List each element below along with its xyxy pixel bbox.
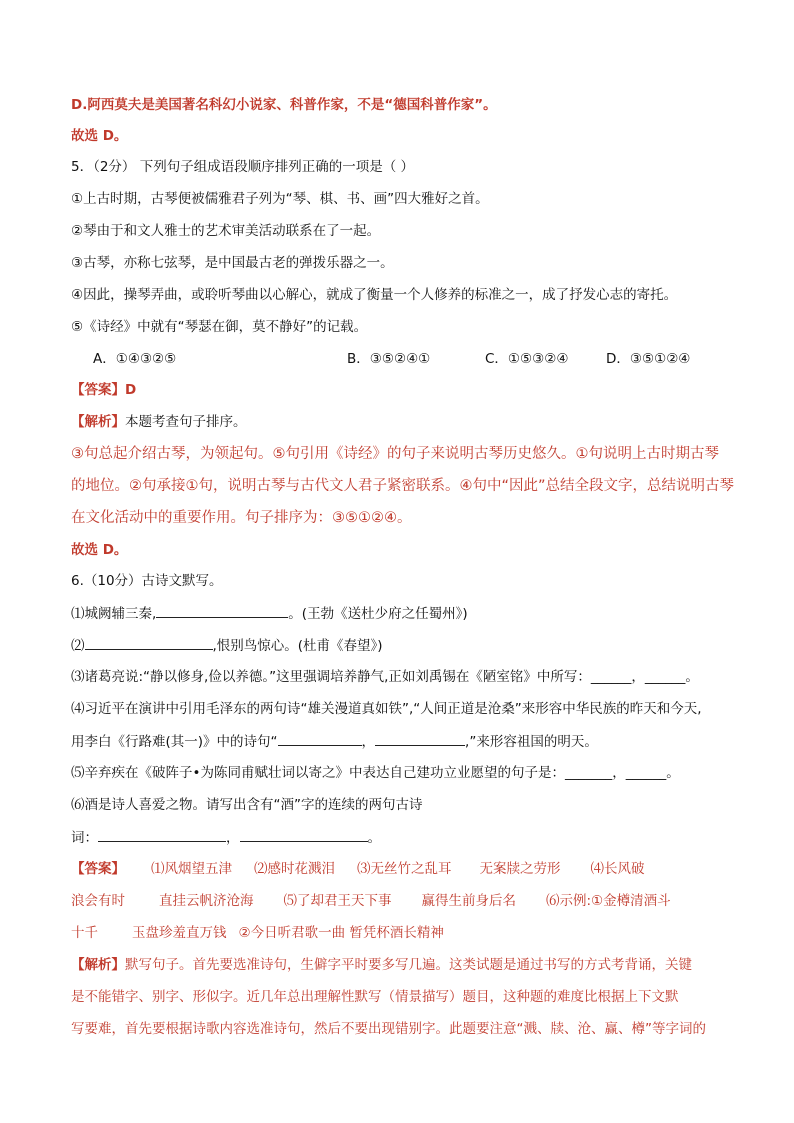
q5-sentence-4: ④因此，操琴弄曲，或聆听琴曲以心解心，就成了衡量一个人修养的标准之一，成了抒发心志的寄托。 [71, 287, 678, 303]
q5-analysis-line-3: 在文化活动中的重要作用。句子排序为：③⑤①②④。 [71, 510, 412, 526]
q6-blank-2[interactable] [85, 635, 213, 650]
q5-analysis-intro: 【解析】本题考查句子排序。 [71, 414, 247, 430]
q5-option-b: B．③⑤②④① [347, 351, 431, 367]
q5-stem: 5．（2分） 下列句子组成语段顺序排列正确的一项是（ ） [71, 159, 415, 175]
q5-analysis-tag: 【解析】 [71, 414, 125, 430]
q6-item-6-line-1: ⑹酒是诗人喜爱之物。请写出含有“酒”字的连续的两句古诗 [71, 797, 423, 813]
q6-item-2: ⑵ ,恨别鸟惊心。(杜甫《春望》) [71, 635, 383, 656]
q6-blank-6a[interactable] [98, 827, 226, 842]
q6-blank-6b[interactable] [240, 827, 368, 842]
q6-answer-tag: 【答案】 [71, 861, 125, 877]
q6-answer-line-3: 十千 玉盘珍羞直万钱 ②今日听君歌一曲 暂凭杯酒长精神 [71, 925, 444, 941]
q4-conclusion: 故选 D。 [71, 128, 128, 144]
q6-analysis-line-1: 【解析】默写句子。首先要选准诗句，生僻字平时要多写几遍。这类试题是通过书写的方式考背诵，关键 [71, 957, 692, 973]
q6-answer-line-1: 【答案】 ⑴风烟望五津 ⑵感时花溅泪 ⑶无丝竹之乱耳 无案牍之劳形 ⑷长风破 [71, 861, 645, 877]
q5-sentence-1: ①上古时期，古琴便被儒雅君子列为“琴、棋、书、画”四大雅好之首。 [71, 191, 489, 207]
q6-blank-1[interactable] [156, 603, 288, 618]
q6-stem: 6.（10分）古诗文默写。 [71, 573, 223, 589]
q5-option-a: A．①④③②⑤ [93, 351, 177, 367]
q5-analysis-line-2: 的地位。②句承接①句，说明古琴与古代文人君子紧密联系。④句中“因此”总结全段文字，总结说明古琴 [71, 478, 735, 494]
q5-answer-tag: 【答案】 [71, 382, 125, 398]
q6-blank-4b[interactable] [375, 731, 465, 746]
q5-sentence-2: ②琴由于和文人雅士的艺术审美活动联系在了一起。 [71, 223, 381, 239]
q4-answer-d: D.阿西莫夫是美国著名科幻小说家、科普作家，不是“德国科普作家”。 [71, 97, 497, 113]
q6-analysis-line-3: 写要难，首先要根据诗歌内容选准诗句，然后不要出现错别字。此题要注意“溅、牍、沧、赢、樽”等字词的 [71, 1021, 706, 1037]
q6-item-1: ⑴城阙辅三秦, 。(王勃《送杜少府之任蜀州》) [71, 603, 468, 624]
q6-blank-4a[interactable] [278, 731, 362, 746]
q6-answer-line-2: 浪会有时 直挂云帆济沧海 ⑸了却君王天下事 赢得生前身后名 ⑹示例:①金樽清酒斗 [71, 893, 671, 909]
q5-answer-value: D [125, 382, 137, 398]
q5-answer [71, 380, 136, 400]
q6-item-4-line-2: 用李白《行路难(其一)》中的诗句“ ， ,”来形容祖国的明天。 [71, 731, 598, 752]
q5-option-c: C．①⑤③②④ [485, 351, 569, 367]
q5-sentence-5: ⑤《诗经》中就有“琴瑟在御，莫不静好”的记载。 [71, 319, 368, 335]
q6-analysis-tag: 【解析】 [71, 957, 125, 973]
q6-item-3: ⑶诸葛亮说:“静以修身,俭以养德。”这里强调培养静气,正如刘禹锡在《陋室铭》中所写：______，______。 [71, 669, 699, 685]
q6-item-6-line-2: 词： ， 。 [71, 827, 381, 848]
q5-sentence-3: ③古琴，亦称七弦琴，是中国最古老的弹拨乐器之一。 [71, 255, 394, 271]
q5-analysis-line-1: ③句总起介绍古琴，为领起句。⑤句引用《诗经》的句子来说明古琴历史悠久。①句说明上古时期古琴 [71, 446, 719, 462]
q6-item-5: ⑸辛弃疾在《破阵子•为陈同甫赋壮词以寄之》中表达自己建功立业愿望的句子是：_______，______。 [71, 765, 680, 781]
q5-option-d: D．③⑤①②④ [606, 351, 691, 367]
q6-item-4-line-1: ⑷习近平在演讲中引用毛泽东的两句诗“雄关漫道真如铁”,“人间正道是沧桑”来形容中华民族的昨天和今天, [71, 701, 702, 717]
q6-analysis-line-2: 是不能错字、别字、形似字。近几年总出理解性默写（情景描写）题目，这种题的难度比根据上下文默 [71, 989, 679, 1005]
q5-conclusion: 故选 D。 [71, 542, 128, 558]
